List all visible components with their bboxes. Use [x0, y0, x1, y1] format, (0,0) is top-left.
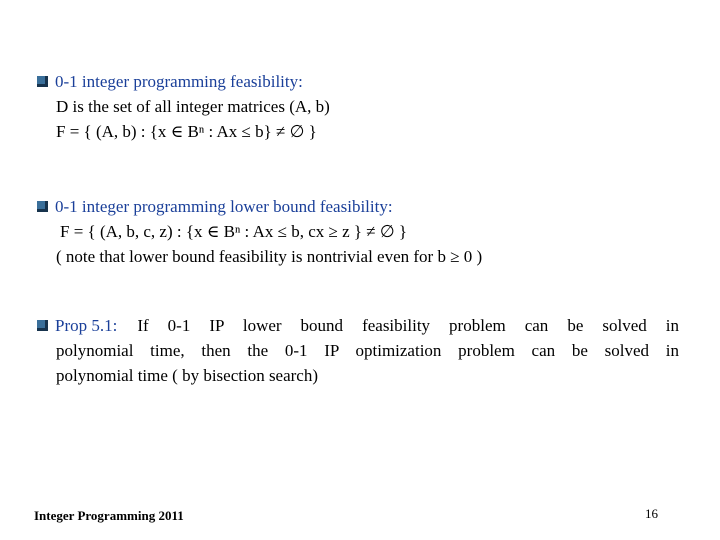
- bullet-heading: Prop 5.1:: [55, 316, 118, 335]
- bullet-box-icon: [37, 201, 48, 212]
- bullet-heading: 0-1 integer programming feasibility:: [55, 72, 303, 91]
- bullet-integer-feasibility: [37, 69, 679, 144]
- bullet-line: polynomial time, then the 0-1 IP optimization problem can be solved in: [56, 341, 679, 360]
- bullet-line: D is the set of all integer matrices (A, b): [56, 97, 330, 116]
- bullet-box-icon: [37, 320, 48, 331]
- bullet-line: If 0-1 IP lower bound feasibility problem can be solved in: [137, 316, 679, 335]
- bullet-heading: 0-1 integer programming lower bound feasibility:: [55, 197, 393, 216]
- bullet-lower-bound-feasibility: [37, 194, 679, 269]
- bullet-line: ( note that lower bound feasibility is nontrivial even for b ≥ 0 ): [56, 247, 483, 266]
- bullet-box-icon: [37, 76, 48, 87]
- bullet-proposition: [37, 313, 679, 388]
- bullet-line: F = { (A, b, c, z) : {x ∈ Bⁿ : Ax ≤ b, cx ≥ z } ≠ ∅ }: [60, 222, 408, 241]
- bullet-line: F = { (A, b) : {x ∈ Bⁿ : Ax ≤ b} ≠ ∅ }: [56, 122, 317, 141]
- bullet-line: polynomial time ( by bisection search): [56, 366, 319, 385]
- footer-course-title: Integer Programming 2011: [34, 508, 184, 523]
- page-number: 16: [645, 506, 658, 521]
